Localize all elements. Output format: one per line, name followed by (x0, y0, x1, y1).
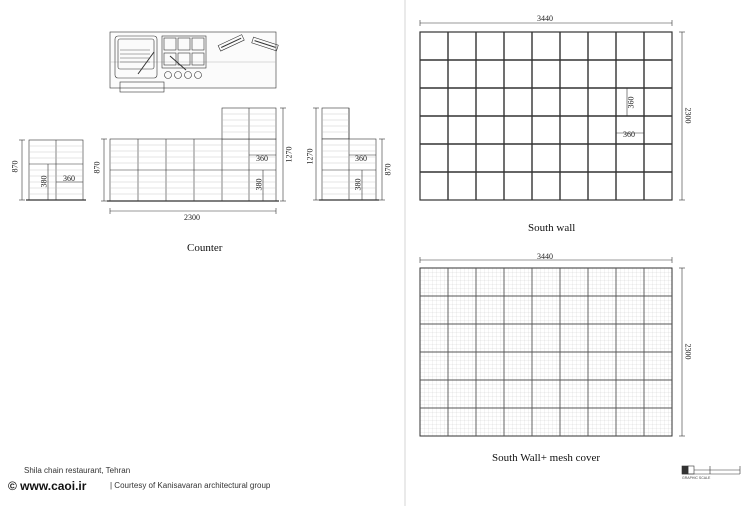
dim-front-shelf-height: 380 (254, 178, 264, 191)
counter-side-left (19, 140, 86, 200)
mesh-wall-height: 2300 (683, 343, 693, 360)
south-wall-module-h: 360 (623, 130, 635, 139)
mesh-wall-width: 3440 (537, 252, 553, 261)
counter-plan (110, 32, 278, 92)
counter-caption: Counter (187, 242, 223, 254)
dim-front-tall-height: 1270 (284, 146, 294, 163)
dim-shelf-depth: 360 (63, 174, 75, 183)
south-wall-height: 2300 (683, 107, 693, 124)
south-wall-module-v: 360 (626, 96, 636, 109)
dim-shelf-height: 380 (39, 175, 49, 188)
dim-side-height: 870 (10, 160, 20, 173)
graphic-scale-label: GRAPHIC SCALE (682, 476, 711, 480)
dim-right-shelf-depth: 360 (355, 154, 367, 163)
courtesy-note: | Courtesy of Kanisavaran architectural group (110, 481, 271, 490)
graphic-scale (682, 466, 740, 474)
dim-front-height: 870 (92, 161, 102, 174)
project-place: Shila chain restaurant, Tehran (24, 466, 131, 475)
counter-side-right (313, 108, 385, 200)
south-wall-caption: South wall (528, 222, 576, 234)
south-wall-grid (420, 20, 685, 200)
caoi-logo-link[interactable]: © www.caoi.ir (8, 479, 87, 493)
dim-right-tall-height: 1270 (305, 148, 315, 165)
mesh-wall-caption: South Wall+ mesh cover (492, 452, 601, 464)
dim-right-height: 870 (383, 163, 393, 176)
dim-front-shelf-depth: 360 (256, 154, 268, 163)
south-wall-mesh-grid (420, 257, 685, 436)
dim-right-shelf-height: 380 (353, 178, 363, 191)
south-wall-width: 3440 (537, 14, 553, 23)
dim-front-width: 2300 (184, 213, 200, 222)
